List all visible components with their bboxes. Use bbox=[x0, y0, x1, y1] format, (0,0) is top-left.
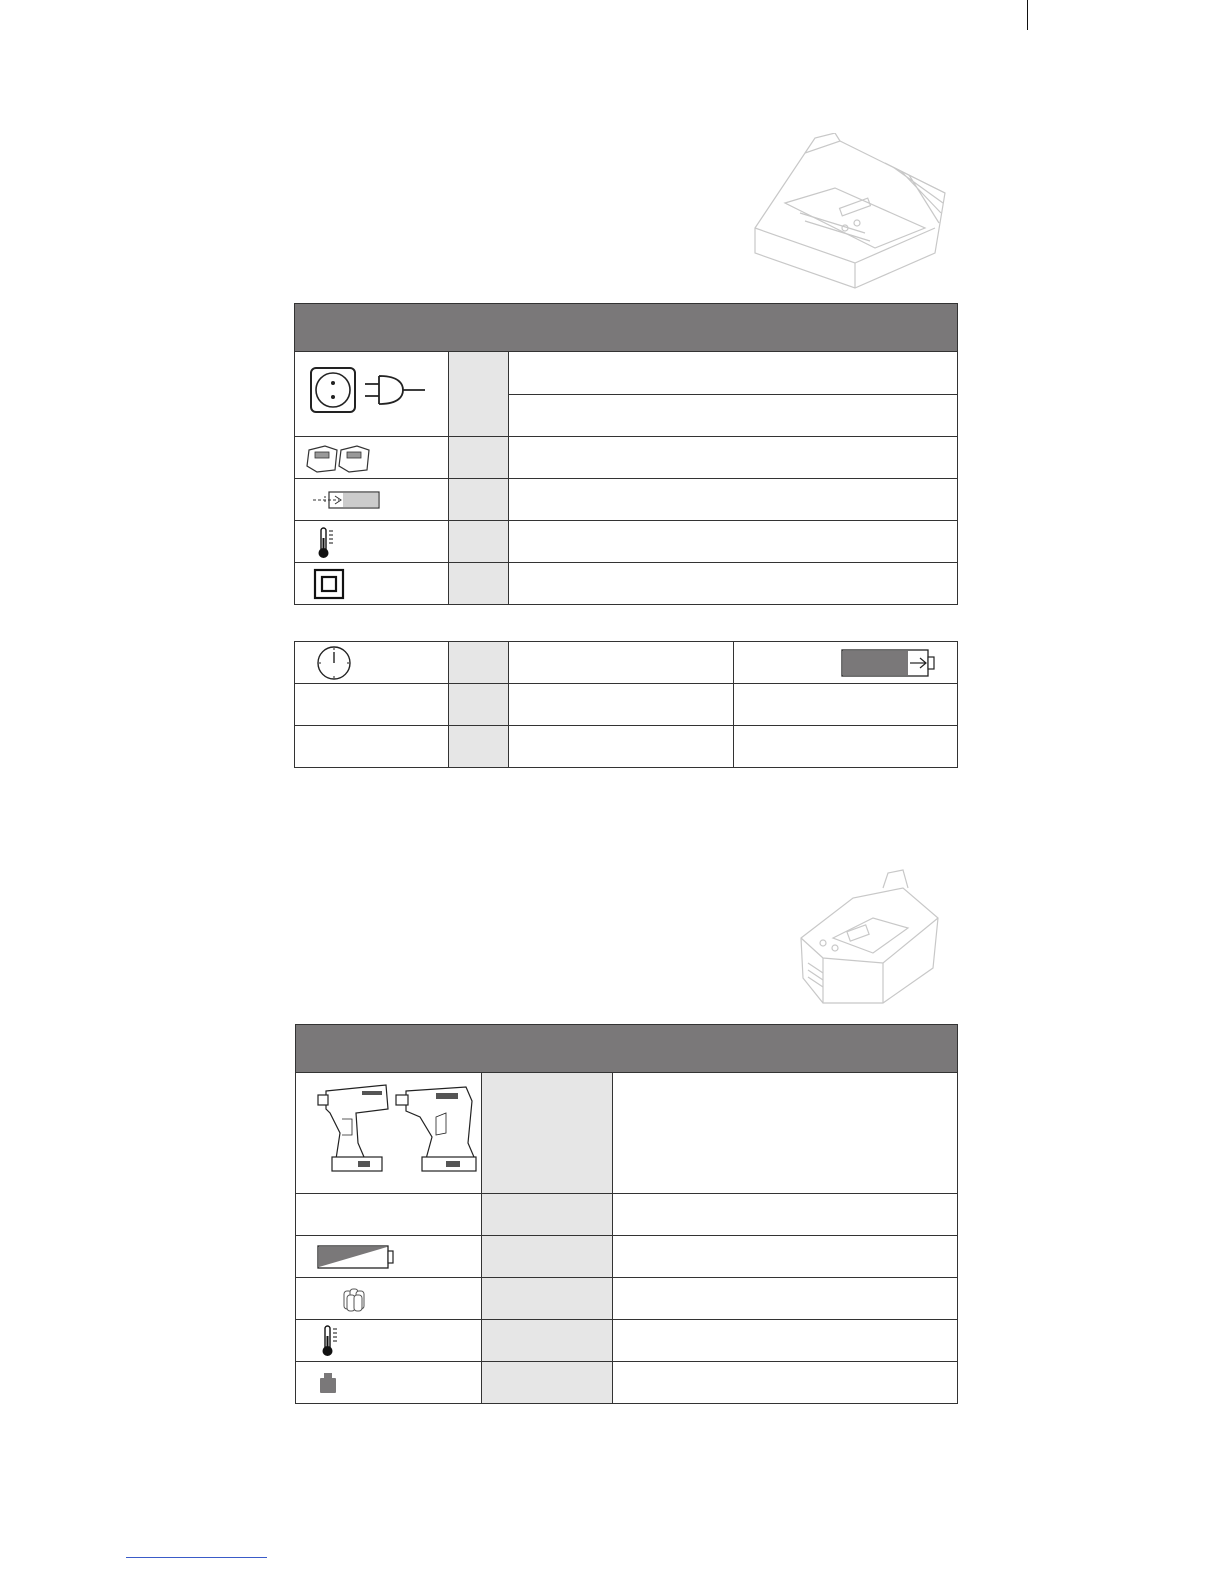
thermometer-icon bbox=[295, 522, 445, 562]
charger-spec-table bbox=[294, 303, 958, 605]
clock-icon bbox=[295, 643, 445, 683]
table-row bbox=[296, 1320, 958, 1362]
table-row bbox=[295, 479, 958, 521]
table-row bbox=[295, 684, 958, 726]
charge-time-table bbox=[294, 641, 958, 768]
table-row bbox=[295, 726, 958, 768]
table-row bbox=[295, 437, 958, 479]
socket-plug-icon bbox=[295, 352, 445, 436]
table-row bbox=[295, 352, 958, 395]
table-row bbox=[296, 1278, 958, 1320]
table-header bbox=[295, 304, 958, 352]
table-row bbox=[296, 1073, 958, 1194]
protection-class-ii-icon bbox=[295, 564, 445, 604]
table-row bbox=[296, 1362, 958, 1404]
footer-link-underline bbox=[126, 1557, 267, 1558]
margin-line bbox=[1027, 0, 1028, 30]
charge-current-icon bbox=[295, 480, 445, 520]
weight-icon bbox=[296, 1363, 480, 1403]
table-row bbox=[296, 1236, 958, 1278]
cordless-drills-icon bbox=[296, 1073, 480, 1193]
table-header bbox=[296, 1025, 958, 1073]
battery-spec-table bbox=[295, 1024, 958, 1404]
thermometer-icon bbox=[296, 1321, 480, 1361]
table-row bbox=[295, 642, 958, 684]
cell-pack-icon bbox=[296, 1279, 480, 1319]
table-row bbox=[296, 1194, 958, 1236]
charger-illustration bbox=[745, 133, 955, 293]
battery-illustration bbox=[793, 868, 943, 1008]
battery-capacity-icon bbox=[296, 1237, 480, 1277]
table-row bbox=[295, 521, 958, 563]
battery-charging-icon bbox=[734, 643, 956, 683]
battery-packs-icon bbox=[295, 438, 445, 478]
table-row bbox=[295, 563, 958, 605]
